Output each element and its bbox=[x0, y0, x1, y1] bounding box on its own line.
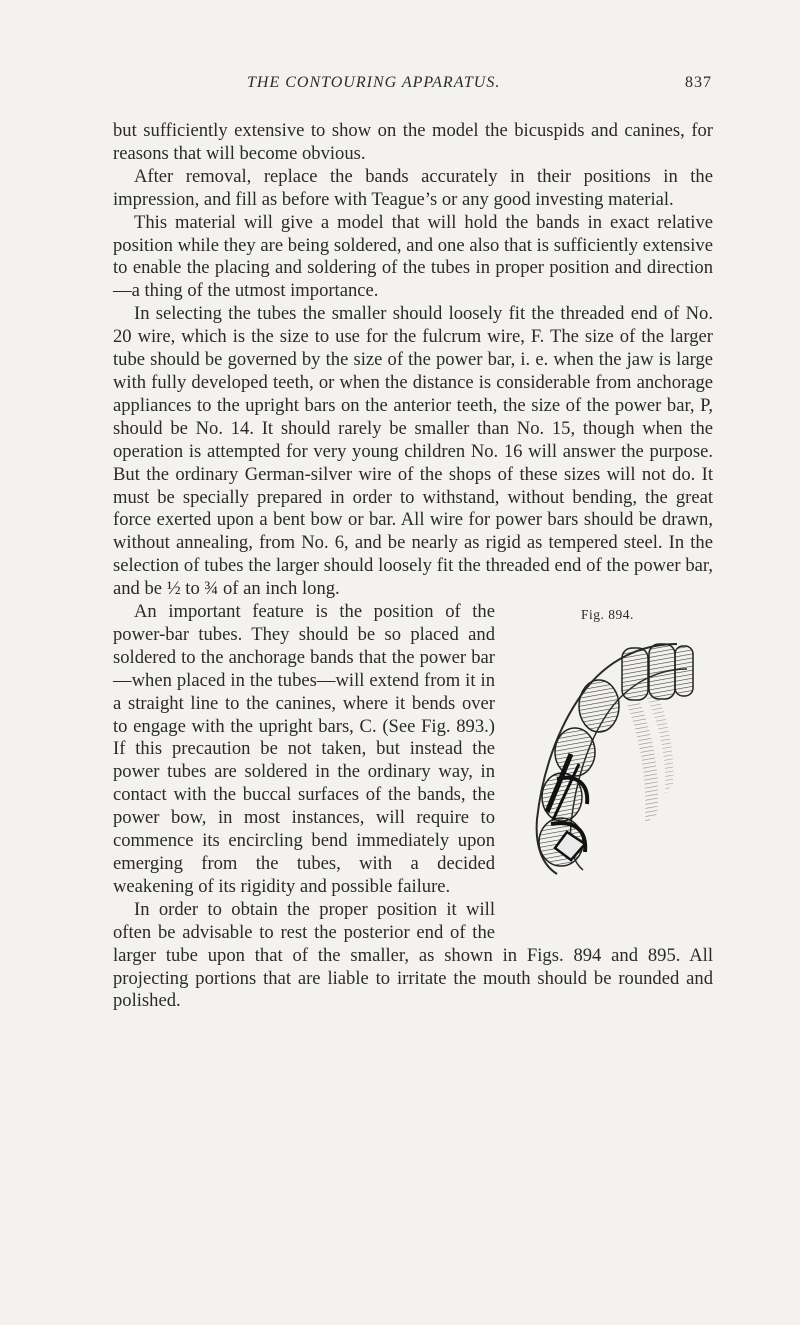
body-text bbox=[113, 120, 713, 1013]
dental-model-illustration bbox=[527, 634, 697, 884]
page-number: 837 bbox=[685, 74, 712, 91]
figure-caption: Fig. 894. bbox=[581, 607, 634, 623]
paragraph-2: After removal, replace the bands accurately in their positions in the impression, and fill as before with Teague’s or any good investing material. bbox=[113, 165, 713, 210]
paragraph-4: In selecting the tubes the smaller should loosely fit the threaded end of No. 20 wire, which is the size to use for the fulcrum wire, F. The size of the larger tube should be governed by the size of the power bar, i. e. when the jaw is large with fully developed teeth, or when the distance is considerable from anchorage appliances to the upright bars on the anterior teeth, the size of the power bar, P, should be No. 14. It should rarely be smaller than No. 15, though when the operation is attempted for very young children No. 16 will answer the purpose. But the ordinary German-silver wire of the shops of these sizes will not do. It must be specially prepared in order to withstand, without bending, the great force exerted upon a bent bow or bar. All wire for power bars should be drawn, without annealing, from No. 6, and be nearly as rigid as tempered steel. In the selection of tubes the larger should loosely fit the threaded end of the power bar, and be ½ to ¾ of an inch long. bbox=[113, 303, 713, 600]
paragraph-5: An important feature is the position of the power-bar tubes. They should be so placed and soldered to the anchorage bands that the power bar—when placed in the tubes—will extend from it in a straight line to the canines, where it bends over to engage with the upright bars, C. (See Fig. 893.) If this precaution be not taken, but instead the power tubes are soldered in the ordinary way, in contact with the buccal surfaces of the bands, the power bow, in most instances, will require to commence its encircling bend immediately upon emerging from the tubes, with a decided weakening of its rigidity and possible failure. bbox=[113, 601, 495, 897]
figure-894 bbox=[519, 604, 713, 924]
paragraph-6: In order to obtain the proper position it will often be advisable to rest the posterior end of the larger tube upon that of the smaller, as shown in Figs. 894 and 895. All projecting portions that are liable to irritate the mouth should be rounded and polished. bbox=[113, 898, 713, 1012]
running-title: THE CONTOURING APPARATUS. bbox=[247, 74, 501, 91]
paragraph-3: This material will give a model that will hold the bands in exact relative position while they are being soldered, and one also that is sufficiently extensive to enable the placing and soldering of the tubes in proper position and direction—a thing of the utmost importance. bbox=[113, 211, 713, 302]
page-header bbox=[112, 74, 712, 98]
paragraph-1: but sufficiently extensive to show on the model the bicuspids and canines, for reasons that will become obvious. bbox=[113, 120, 713, 164]
